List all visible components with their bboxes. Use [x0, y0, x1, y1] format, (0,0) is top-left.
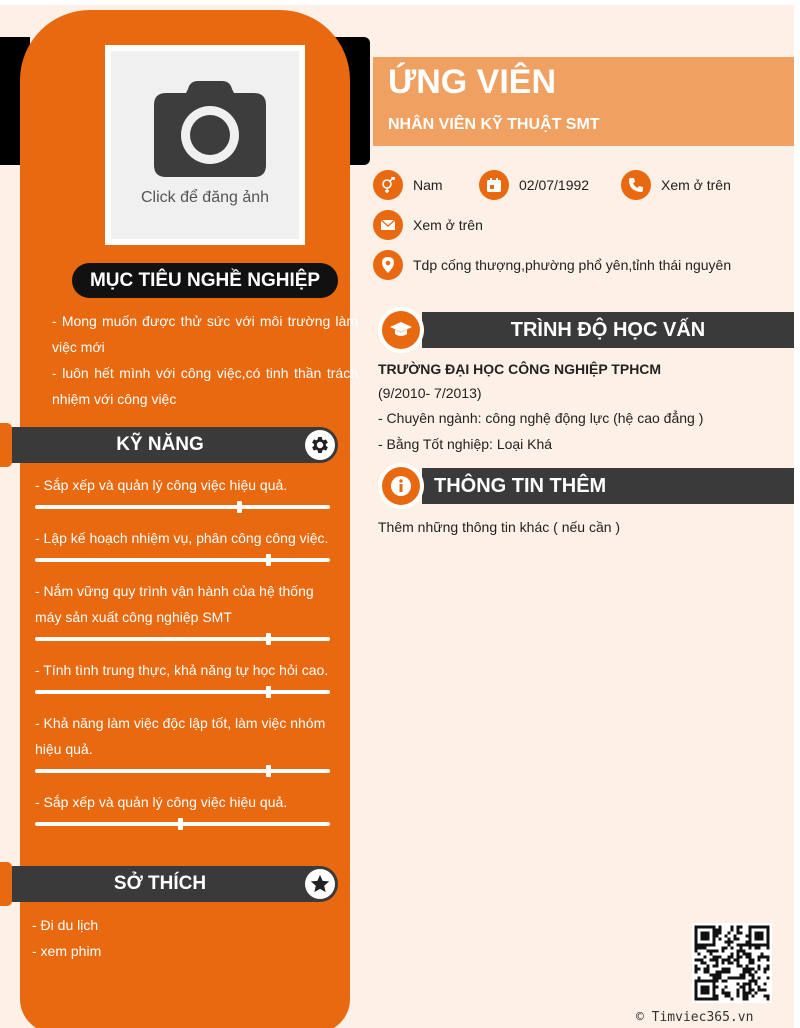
qr-code-icon: [692, 923, 772, 1003]
gender-icon: [373, 170, 403, 200]
skill-label: - Nắm vững quy trình vận hành của hệ thống máy sản xuất công nghiệp SMT: [35, 583, 314, 625]
objective-text: [52, 308, 358, 412]
photo-upload[interactable]: [105, 45, 305, 245]
study-degree: - Bằng Tốt nghiệp: Loại Khá: [378, 436, 553, 452]
study-period: (9/2010- 7/2013): [378, 385, 482, 401]
hobby-item: - xem phim: [32, 943, 102, 959]
skills-header: [12, 427, 338, 463]
objective-line: - luôn hết mình với công việc,có tinh thần trách nhiệm với công việc: [52, 365, 358, 407]
extra-title: THÔNG TIN THÊM: [434, 475, 607, 497]
education-icon-badge: [378, 307, 424, 353]
phone-value: Xem ở trên: [661, 177, 731, 193]
skill-bar: [35, 690, 330, 694]
name-header: [373, 57, 794, 146]
education-title: TRÌNH ĐỘ HỌC VẤN: [510, 319, 706, 341]
graduation-cap-icon: [390, 319, 412, 341]
skill-label: - Sắp xếp và quản lý công việc hiệu quả.: [35, 794, 288, 810]
skill-bar: [35, 769, 330, 773]
skill-bar: [35, 505, 330, 509]
location-icon: [373, 250, 403, 280]
skills-title: KỸ NĂNG: [116, 434, 204, 455]
skill-label: - Tính tình trung thực, khả năng tự học hỏi cao.: [35, 662, 329, 678]
hobbies-tab-decor: [0, 862, 12, 906]
email-value: Xem ở trên: [413, 217, 483, 233]
skill-label: - Khả năng làm việc độc lập tốt, làm việc nhóm hiệu quả.: [35, 715, 326, 757]
hobby-item: - Đi du lịch: [32, 917, 99, 933]
copyright: © Timviec365.vn: [636, 1010, 754, 1025]
info-icon: [390, 475, 412, 497]
candidate-name: ỨNG VIÊN: [388, 63, 557, 101]
skill-bar: [35, 558, 330, 562]
address-value: Tdp cống thượng,phường phổ yên,tỉnh thái nguyên: [413, 257, 732, 273]
skill-bar: [35, 822, 330, 826]
cv-page: [0, 5, 794, 1028]
skill-knob[interactable]: [266, 765, 271, 777]
skill-knob[interactable]: [178, 818, 183, 830]
photo-placeholder[interactable]: [111, 51, 299, 239]
school-name: TRƯỜNG ĐẠI HỌC CÔNG NGHIỆP TPHCM: [378, 361, 662, 377]
skill-label: - Sắp xếp và quản lý công việc hiệu quả.: [35, 477, 288, 493]
extra-text: Thêm những thông tin khác ( nếu cần ): [378, 519, 621, 535]
gender-value: Nam: [413, 177, 443, 193]
gear-icon: [305, 430, 335, 460]
calendar-icon: [479, 170, 509, 200]
hobbies-title: SỞ THÍCH: [113, 873, 207, 894]
skill-bar: [35, 637, 330, 641]
camera-icon: [154, 79, 266, 177]
objective-line: - Mong muốn được thử sức với môi trường làm việc mới: [52, 313, 358, 355]
education-header: [422, 312, 794, 348]
skill-knob[interactable]: [266, 554, 271, 566]
skill-knob[interactable]: [266, 633, 271, 645]
skills-tab-decor: [0, 423, 12, 467]
photo-upload-label: Click để đăng ảnh: [140, 189, 270, 206]
skill-knob[interactable]: [237, 501, 242, 513]
email-icon: [373, 210, 403, 240]
objective-title: MỤC TIÊU NGHỀ NGHIỆP: [72, 263, 338, 298]
study-major: - Chuyên ngành: công nghệ động lực (hệ cao đẳng ): [378, 410, 704, 426]
extra-header: [422, 468, 794, 504]
hobbies-header: [12, 866, 338, 902]
skill-label: - Lập kế hoạch nhiệm vụ, phân công công việc.: [35, 530, 329, 546]
job-title: NHÂN VIÊN KỸ THUẬT SMT: [388, 116, 600, 133]
star-icon: [305, 869, 335, 899]
extra-icon-badge: [378, 463, 424, 509]
skill-knob[interactable]: [266, 686, 271, 698]
birthday-value: 02/07/1992: [519, 177, 590, 193]
phone-icon: [621, 170, 651, 200]
